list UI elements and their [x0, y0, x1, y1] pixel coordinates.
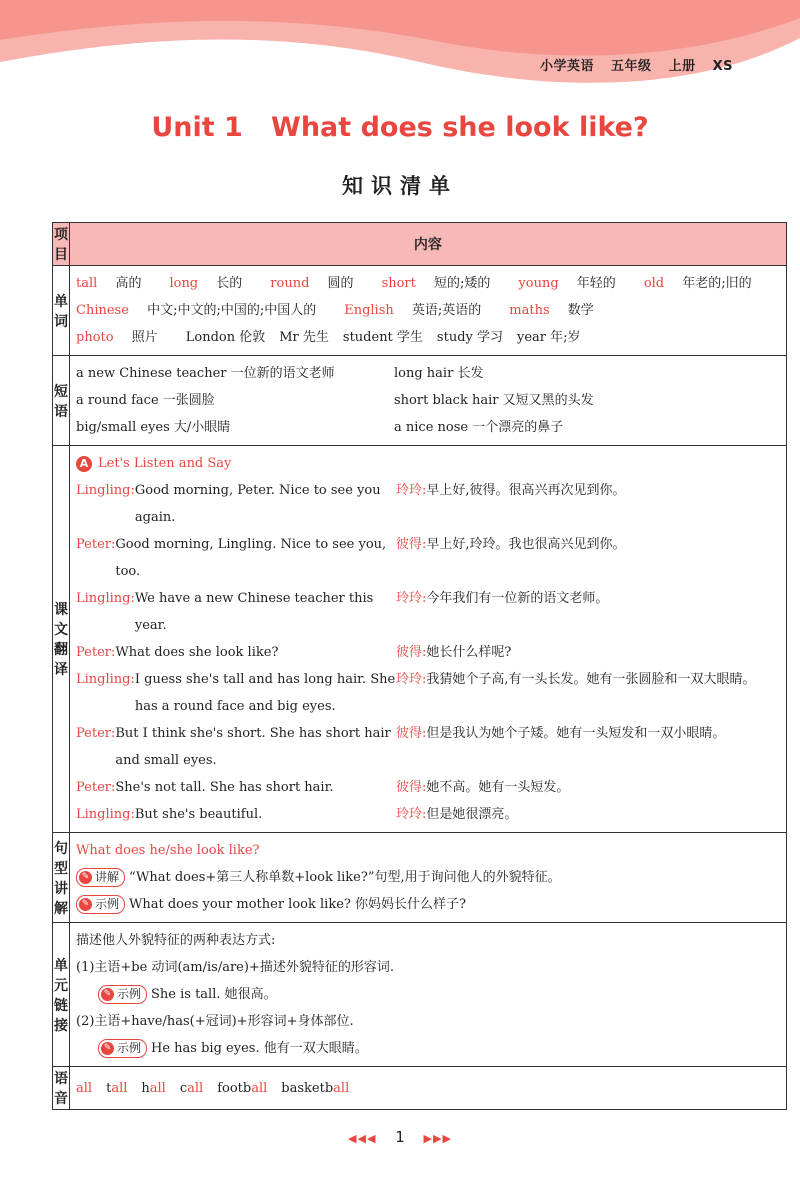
row-label-link: 单元链接: [53, 923, 70, 1067]
dialog-en: [76, 720, 396, 774]
phrase-item: a new Chinese teacher 一位新的语文老师: [76, 366, 335, 381]
pattern-explain: [76, 864, 780, 891]
phonics-highlight: all: [149, 1080, 166, 1096]
speaker: Peter:: [76, 645, 116, 660]
dialog-turn: [76, 666, 780, 720]
pattern-sentence: What does he/she look like?: [76, 843, 260, 858]
dialog-zh: [396, 720, 780, 774]
word-zh: 照片: [131, 330, 158, 345]
dialog-en: [76, 531, 396, 585]
en-line: [76, 477, 396, 531]
zh-text: 但是我认为她个子矮。她有一头短发和一双小眼睛。: [426, 726, 726, 741]
zh-text: 但是她很漂亮。: [426, 807, 518, 822]
pencil-icon: ✎: [79, 871, 92, 884]
word-en: long: [169, 276, 199, 291]
speaker-zh: 彼得:: [396, 780, 427, 795]
dialog-en: [76, 477, 396, 531]
speaker-zh: 玲玲:: [396, 483, 427, 498]
word-en: photo: [76, 330, 114, 345]
word-line: [76, 324, 780, 351]
word-zh: 高的: [115, 276, 142, 291]
word-entry: [509, 303, 608, 318]
phrase-item: big/small eyes 大/小眼睛: [76, 420, 231, 435]
dialog-en: [76, 639, 396, 666]
dialog-zh: [396, 801, 780, 828]
speaker: Peter:: [76, 726, 116, 741]
word-en: old: [643, 276, 665, 291]
word-en: Chinese: [76, 303, 129, 318]
section-badge: A: [76, 456, 92, 472]
page-footer: [0, 1128, 800, 1146]
example-text: What does your mother look like? 你妈妈长什么样子?: [129, 897, 466, 912]
word-entry: study 学习: [436, 330, 503, 345]
speaker: Lingling:: [76, 672, 135, 687]
en-text: But she's beautiful.: [134, 807, 263, 822]
link-rule-1: (1)主语+be 动词(am/is/are)+描述外貌特征的形容词.: [76, 960, 394, 975]
dialog-zh: [396, 774, 780, 801]
en-line: [76, 774, 396, 801]
row-label-phrases: 短语: [53, 356, 70, 446]
phonics-word: tall: [106, 1080, 128, 1096]
word-entry: [382, 276, 505, 291]
phrase-item: a round face 一张圆脸: [76, 393, 215, 408]
word-entry: [76, 330, 172, 345]
link-example-1: ✎ 示例 She is tall. 她很高。: [76, 981, 780, 1008]
edition: XS: [712, 59, 734, 74]
pencil-icon: ✎: [79, 898, 92, 911]
phrases-left: [76, 360, 394, 441]
pattern-example: [76, 891, 780, 918]
link-cell: [70, 923, 787, 1067]
en-line: [76, 801, 396, 828]
word-entry: [169, 276, 256, 291]
explain-tag: ✎ 讲解: [76, 868, 125, 887]
speaker-zh: 玲玲:: [396, 807, 427, 822]
link-example-2: ✎ 示例 He has big eyes. 他有一双大眼睛。: [76, 1035, 780, 1062]
zh-text: 早上好,玲玲。我也很高兴见到你。: [426, 537, 626, 552]
zh-line: [396, 666, 780, 693]
prev-arrows-icon: ◀◀◀: [348, 1132, 377, 1145]
speaker-zh: 玲玲:: [396, 672, 427, 687]
example-tag: ✎ 示例: [76, 895, 125, 914]
word-entry: student 学生: [342, 330, 423, 345]
col-header-item: 项目: [53, 223, 70, 266]
word-en: round: [270, 276, 310, 291]
word-zh: 圆的: [327, 276, 354, 291]
word-zh: 年轻的: [576, 276, 616, 291]
link-intro: 描述他人外貌特征的两种表达方式:: [76, 933, 276, 948]
speaker: Lingling:: [76, 483, 135, 498]
en-text: Good morning, Peter. Nice to see you again.: [134, 483, 381, 525]
header-wave: [0, 0, 800, 95]
en-text: Good morning, Lingling. Nice to see you, too.: [115, 537, 387, 579]
word-en: young: [518, 276, 559, 291]
text-cell: [70, 446, 787, 833]
zh-text: 早上好,彼得。很高兴再次见到你。: [426, 483, 626, 498]
zh-line: [396, 801, 780, 828]
dialog-en: [76, 774, 396, 801]
zh-line: [396, 720, 780, 747]
zh-text: 她不高。她有一头短发。: [426, 780, 570, 795]
phonics-word: basketball: [281, 1080, 350, 1096]
word-zh: 中文;中文的;中国的;中国人的: [147, 303, 317, 318]
example-tag: ✎ 示例: [98, 985, 147, 1004]
en-text: She's not tall. She has short hair.: [115, 780, 334, 795]
en-line: [76, 585, 396, 639]
dialog-zh: [396, 477, 780, 531]
word-zh: 长的: [216, 276, 243, 291]
phonics-highlight: all: [251, 1080, 268, 1096]
speaker: Peter:: [76, 537, 116, 552]
section-heading: [76, 450, 780, 477]
pattern-cell: [70, 833, 787, 923]
phonics-highlight: all: [187, 1080, 204, 1096]
dialog-turn: [76, 585, 780, 639]
speaker-zh: 彼得:: [396, 537, 427, 552]
dialog-turn: [76, 801, 780, 828]
dialog-en: [76, 666, 396, 720]
en-line: [76, 720, 396, 774]
en-text: But I think she's short. She has short hair and small eyes.: [115, 726, 391, 768]
phonics-highlight: all: [111, 1080, 128, 1096]
zh-text: 我猜她个子高,有一头长发。她有一张圆脸和一双大眼睛。: [426, 672, 756, 687]
phonics-word: [76, 1081, 92, 1096]
dialog: [76, 477, 780, 828]
en-text: We have a new Chinese teacher this year.: [134, 591, 374, 633]
phonics-word: football: [217, 1080, 268, 1096]
zh-line: [396, 639, 780, 666]
term: 上册: [668, 59, 696, 74]
dialog-zh: [396, 666, 780, 720]
zh-line: [396, 774, 780, 801]
word-entry: [270, 276, 367, 291]
word-entry: [76, 303, 330, 318]
word-zh: 英语;英语的: [411, 303, 482, 318]
pencil-icon: ✎: [101, 988, 114, 1001]
row-label-words: 单词: [53, 266, 70, 356]
word-zh: 年老的;旧的: [682, 276, 752, 291]
word-zh: 数学: [567, 303, 594, 318]
next-arrows-icon: ▶▶▶: [423, 1132, 452, 1145]
pencil-icon: ✎: [101, 1042, 114, 1055]
dialog-en: [76, 585, 396, 639]
example-tag: ✎ 示例: [98, 1039, 147, 1058]
grade: 五年级: [611, 59, 652, 74]
word-line: [76, 270, 780, 297]
dialog-en: [76, 801, 396, 828]
speaker-zh: 彼得:: [396, 645, 427, 660]
word-entry: Mr 先生: [279, 330, 329, 345]
row-label-phonics: 语音: [53, 1067, 70, 1110]
phonics-highlight: all: [76, 1080, 93, 1096]
word-en: short: [381, 276, 416, 291]
phonics-highlight: all: [333, 1080, 350, 1096]
section-name: Let's Listen and Say: [98, 456, 232, 471]
en-text: I guess she's tall and has long hair. She has a round face and big eyes.: [134, 672, 396, 714]
word-entry: London 伦敦: [185, 330, 266, 345]
unit-title: Unit 1 What does she look like?: [151, 112, 649, 143]
speaker-zh: 彼得:: [396, 726, 427, 741]
dialog-zh: [396, 531, 780, 585]
word-en: tall: [76, 276, 98, 291]
words-cell: [70, 266, 787, 356]
dialog-turn: [76, 477, 780, 531]
col-header-content: 内容: [70, 223, 787, 266]
page-number: 1: [395, 1128, 405, 1146]
phonics-word: hall: [141, 1080, 166, 1096]
zh-line: [396, 585, 780, 612]
word-zh: 短的;矮的: [434, 276, 491, 291]
en-line: [76, 666, 396, 720]
dialog-zh: [396, 585, 780, 639]
en-line: [76, 531, 396, 585]
speaker-zh: 玲玲:: [396, 591, 427, 606]
phrase-item: short black hair 又短又黑的头发: [394, 393, 594, 408]
dialog-turn: [76, 774, 780, 801]
word-entry: [76, 276, 155, 291]
word-entry: year 年;岁: [517, 330, 581, 345]
zh-line: [396, 531, 780, 558]
subject: 小学英语: [540, 59, 595, 74]
phrase-item: a nice nose 一个漂亮的鼻子: [394, 420, 564, 435]
word-entry: [644, 276, 766, 291]
phonics-word: call: [179, 1080, 204, 1096]
dialog-zh: [396, 639, 780, 666]
explain-text: “What does+第三人称单数+look like?”句型,用于询问他人的外貌特征。: [129, 870, 561, 885]
phonics-cell: [70, 1067, 787, 1110]
word-entry: [518, 276, 629, 291]
speaker: Lingling:: [76, 591, 135, 606]
phrase-item: long hair 长发: [394, 366, 484, 381]
phrases-right: [394, 360, 712, 441]
word-en: English: [344, 303, 394, 318]
row-label-text: 课文翻译: [53, 446, 70, 833]
word-line: [76, 297, 780, 324]
speaker: Peter:: [76, 780, 116, 795]
word-en: maths: [509, 303, 550, 318]
en-text: What does she look like?: [115, 645, 279, 660]
word-entry: [344, 303, 495, 318]
en-line: [76, 639, 396, 666]
row-label-pattern: 句型讲解: [53, 833, 70, 923]
knowledge-table: [52, 222, 787, 1110]
phrases-cell: [70, 356, 787, 446]
dialog-turn: [76, 720, 780, 774]
dialog-turn: [76, 639, 780, 666]
zh-text: 她长什么样呢?: [426, 645, 512, 660]
link-rule-2: (2)主语+have/has(+冠词)+形容词+身体部位.: [76, 1014, 354, 1029]
book-info: [540, 55, 745, 74]
speaker: Lingling:: [76, 807, 135, 822]
zh-line: [396, 477, 780, 504]
dialog-turn: [76, 531, 780, 585]
zh-text: 今年我们有一位新的语文老师。: [426, 591, 609, 606]
section-title: 知识清单: [342, 174, 458, 198]
